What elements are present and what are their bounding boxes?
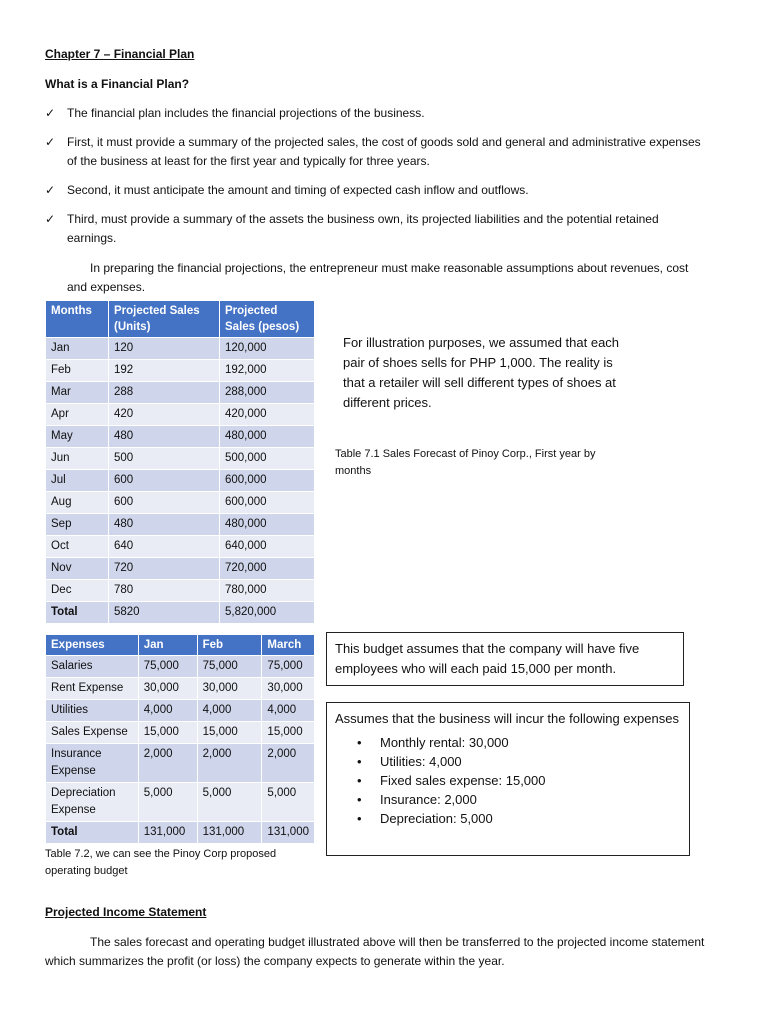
checklist-text: Second, it must anticipate the amount and timing of expected cash inflow and outflows. [67, 183, 529, 197]
table-row [46, 722, 315, 744]
table-row [46, 404, 315, 426]
table-row [46, 580, 315, 602]
table-cell: Total [46, 822, 139, 844]
checklist-item [45, 181, 705, 200]
table-cell: Apr [46, 404, 109, 426]
table-cell: Depreciation Expense [46, 783, 139, 822]
table-cell: 30,000 [138, 678, 197, 700]
table-cell: Insurance Expense [46, 744, 139, 783]
table-row [46, 536, 315, 558]
table-cell: Feb [46, 360, 109, 382]
checklist-text: First, it must provide a summary of the projected sales, the cost of goods sold and general and administrative expenses of the business at least for the first year and typically for three years. [67, 135, 701, 168]
table-row [46, 360, 315, 382]
table-cell: 780 [109, 580, 220, 602]
intro-paragraph: In preparing the financial projections, the entrepreneur must make reasonable assumptions about revenues, cost and expenses. [67, 261, 689, 294]
check-icon: ✓ [45, 212, 56, 226]
table-cell: 5820 [109, 602, 220, 624]
table-cell: 30,000 [197, 678, 262, 700]
sales-caption: Table 7.1 Sales Forecast of Pinoy Corp., First year by months [335, 448, 596, 477]
table-row [46, 382, 315, 404]
table-cell: 2,000 [197, 744, 262, 783]
table-row [46, 426, 315, 448]
table-cell: 4,000 [138, 700, 197, 722]
table-cell: 4,000 [197, 700, 262, 722]
table-header: Months [46, 301, 109, 338]
list-item: • Fixed sales expense: 15,000 [357, 773, 546, 788]
table-row [46, 656, 315, 678]
list-item: • Utilities: 4,000 [357, 754, 462, 769]
bullet-icon: • [357, 792, 362, 807]
table-cell: Sales Expense [46, 722, 139, 744]
table-row [46, 783, 315, 822]
table-cell: 780,000 [220, 580, 315, 602]
table-cell: 720 [109, 558, 220, 580]
check-icon: ✓ [45, 106, 56, 120]
table-cell: 288 [109, 382, 220, 404]
table-cell: 131,000 [138, 822, 197, 844]
sales-forecast-table [45, 300, 315, 624]
table-cell: 75,000 [138, 656, 197, 678]
table-cell: 30,000 [262, 678, 315, 700]
table-cell: 75,000 [262, 656, 315, 678]
table-cell: Oct [46, 536, 109, 558]
table-cell: 640,000 [220, 536, 315, 558]
table-cell: Dec [46, 580, 109, 602]
table-cell: 5,000 [197, 783, 262, 822]
table-header: Feb [197, 635, 262, 656]
table-cell: 500 [109, 448, 220, 470]
bullet-icon: • [357, 754, 362, 769]
table-cell: 420,000 [220, 404, 315, 426]
table-row [46, 448, 315, 470]
table-cell: Nov [46, 558, 109, 580]
chapter-title: Chapter 7 – Financial Plan [45, 47, 195, 61]
section-heading: What is a Financial Plan? [45, 77, 190, 91]
table-cell: 120,000 [220, 338, 315, 360]
table-cell: 288,000 [220, 382, 315, 404]
table-cell: 192 [109, 360, 220, 382]
table-cell: 480,000 [220, 514, 315, 536]
operating-budget-table [45, 634, 315, 844]
table-row [46, 678, 315, 700]
budget-box-text: This budget assumes that the company will have five employees who will each paid 15,000 per month. [335, 641, 640, 676]
table-cell: 2,000 [262, 744, 315, 783]
budget-assumption-box [326, 632, 684, 686]
table-cell: 15,000 [197, 722, 262, 744]
table-cell: 500,000 [220, 448, 315, 470]
table-cell: 5,000 [262, 783, 315, 822]
table-header: Projected Sales (pesos) [220, 301, 315, 338]
table-cell: 480,000 [220, 426, 315, 448]
table-total-row [46, 602, 315, 624]
bullet-icon: • [357, 773, 362, 788]
table-cell: 120 [109, 338, 220, 360]
table-cell: 600,000 [220, 492, 315, 514]
bullet-icon: • [357, 811, 362, 826]
table-cell: Utilities [46, 700, 139, 722]
table-cell: Jul [46, 470, 109, 492]
income-paragraph: The sales forecast and operating budget illustrated above will then be transferred to the projected income statement which summarizes the profit (or loss) the company expects to generate within the year. [45, 935, 705, 968]
assumptions-list [335, 733, 681, 828]
table-row [46, 470, 315, 492]
table-cell: 480 [109, 426, 220, 448]
table-row [46, 492, 315, 514]
table-cell: 131,000 [262, 822, 315, 844]
table-cell: 2,000 [138, 744, 197, 783]
check-icon: ✓ [45, 183, 56, 197]
income-statement-heading: Projected Income Statement [45, 905, 207, 919]
checklist-item [45, 104, 705, 123]
table-cell: Jun [46, 448, 109, 470]
table-header: March [262, 635, 315, 656]
bullet-icon: • [357, 735, 362, 750]
table-cell: Total [46, 602, 109, 624]
expense-assumptions-box [326, 702, 690, 856]
table-row [46, 514, 315, 536]
checklist-item [45, 133, 705, 171]
table-cell: 720,000 [220, 558, 315, 580]
table-cell: 5,000 [138, 783, 197, 822]
checklist-text: The financial plan includes the financial projections of the business. [67, 106, 425, 120]
table-header: Projected Sales (Units) [109, 301, 220, 338]
list-item: • Insurance: 2,000 [357, 792, 477, 807]
table-cell: 5,820,000 [220, 602, 315, 624]
table-cell: 420 [109, 404, 220, 426]
table-row [46, 338, 315, 360]
list-item: • Depreciation: 5,000 [357, 811, 493, 826]
table-row [46, 700, 315, 722]
table-total-row [46, 822, 315, 844]
table-cell: 640 [109, 536, 220, 558]
table-cell: 600 [109, 470, 220, 492]
table-row [46, 558, 315, 580]
table-cell: 600,000 [220, 470, 315, 492]
list-item: • Monthly rental: 30,000 [357, 735, 509, 750]
table-cell: May [46, 426, 109, 448]
table-header: Expenses [46, 635, 139, 656]
table-cell: 192,000 [220, 360, 315, 382]
table-cell: Rent Expense [46, 678, 139, 700]
table-cell: Salaries [46, 656, 139, 678]
expense-caption: Table 7.2, we can see the Pinoy Corp proposed operating budget [45, 848, 277, 877]
table-cell: Sep [46, 514, 109, 536]
table-cell: 131,000 [197, 822, 262, 844]
checklist-item [45, 210, 705, 248]
table-cell: Mar [46, 382, 109, 404]
sales-note: For illustration purposes, we assumed that each pair of shoes sells for PHP 1,000. The reality is that a retailer will sell different types of shoes at different prices. [343, 335, 620, 410]
table-cell: 75,000 [197, 656, 262, 678]
table-row [46, 744, 315, 783]
check-icon: ✓ [45, 135, 56, 149]
table-cell: 4,000 [262, 700, 315, 722]
table-cell: 15,000 [262, 722, 315, 744]
table-cell: 480 [109, 514, 220, 536]
table-cell: Jan [46, 338, 109, 360]
table-header: Jan [138, 635, 197, 656]
checklist-text: Third, must provide a summary of the assets the business own, its projected liabilities and the potential retained earnings. [67, 212, 659, 245]
table-cell: 15,000 [138, 722, 197, 744]
table-cell: Aug [46, 492, 109, 514]
assumptions-intro: Assumes that the business will incur the following expenses [335, 711, 679, 726]
table-cell: 600 [109, 492, 220, 514]
